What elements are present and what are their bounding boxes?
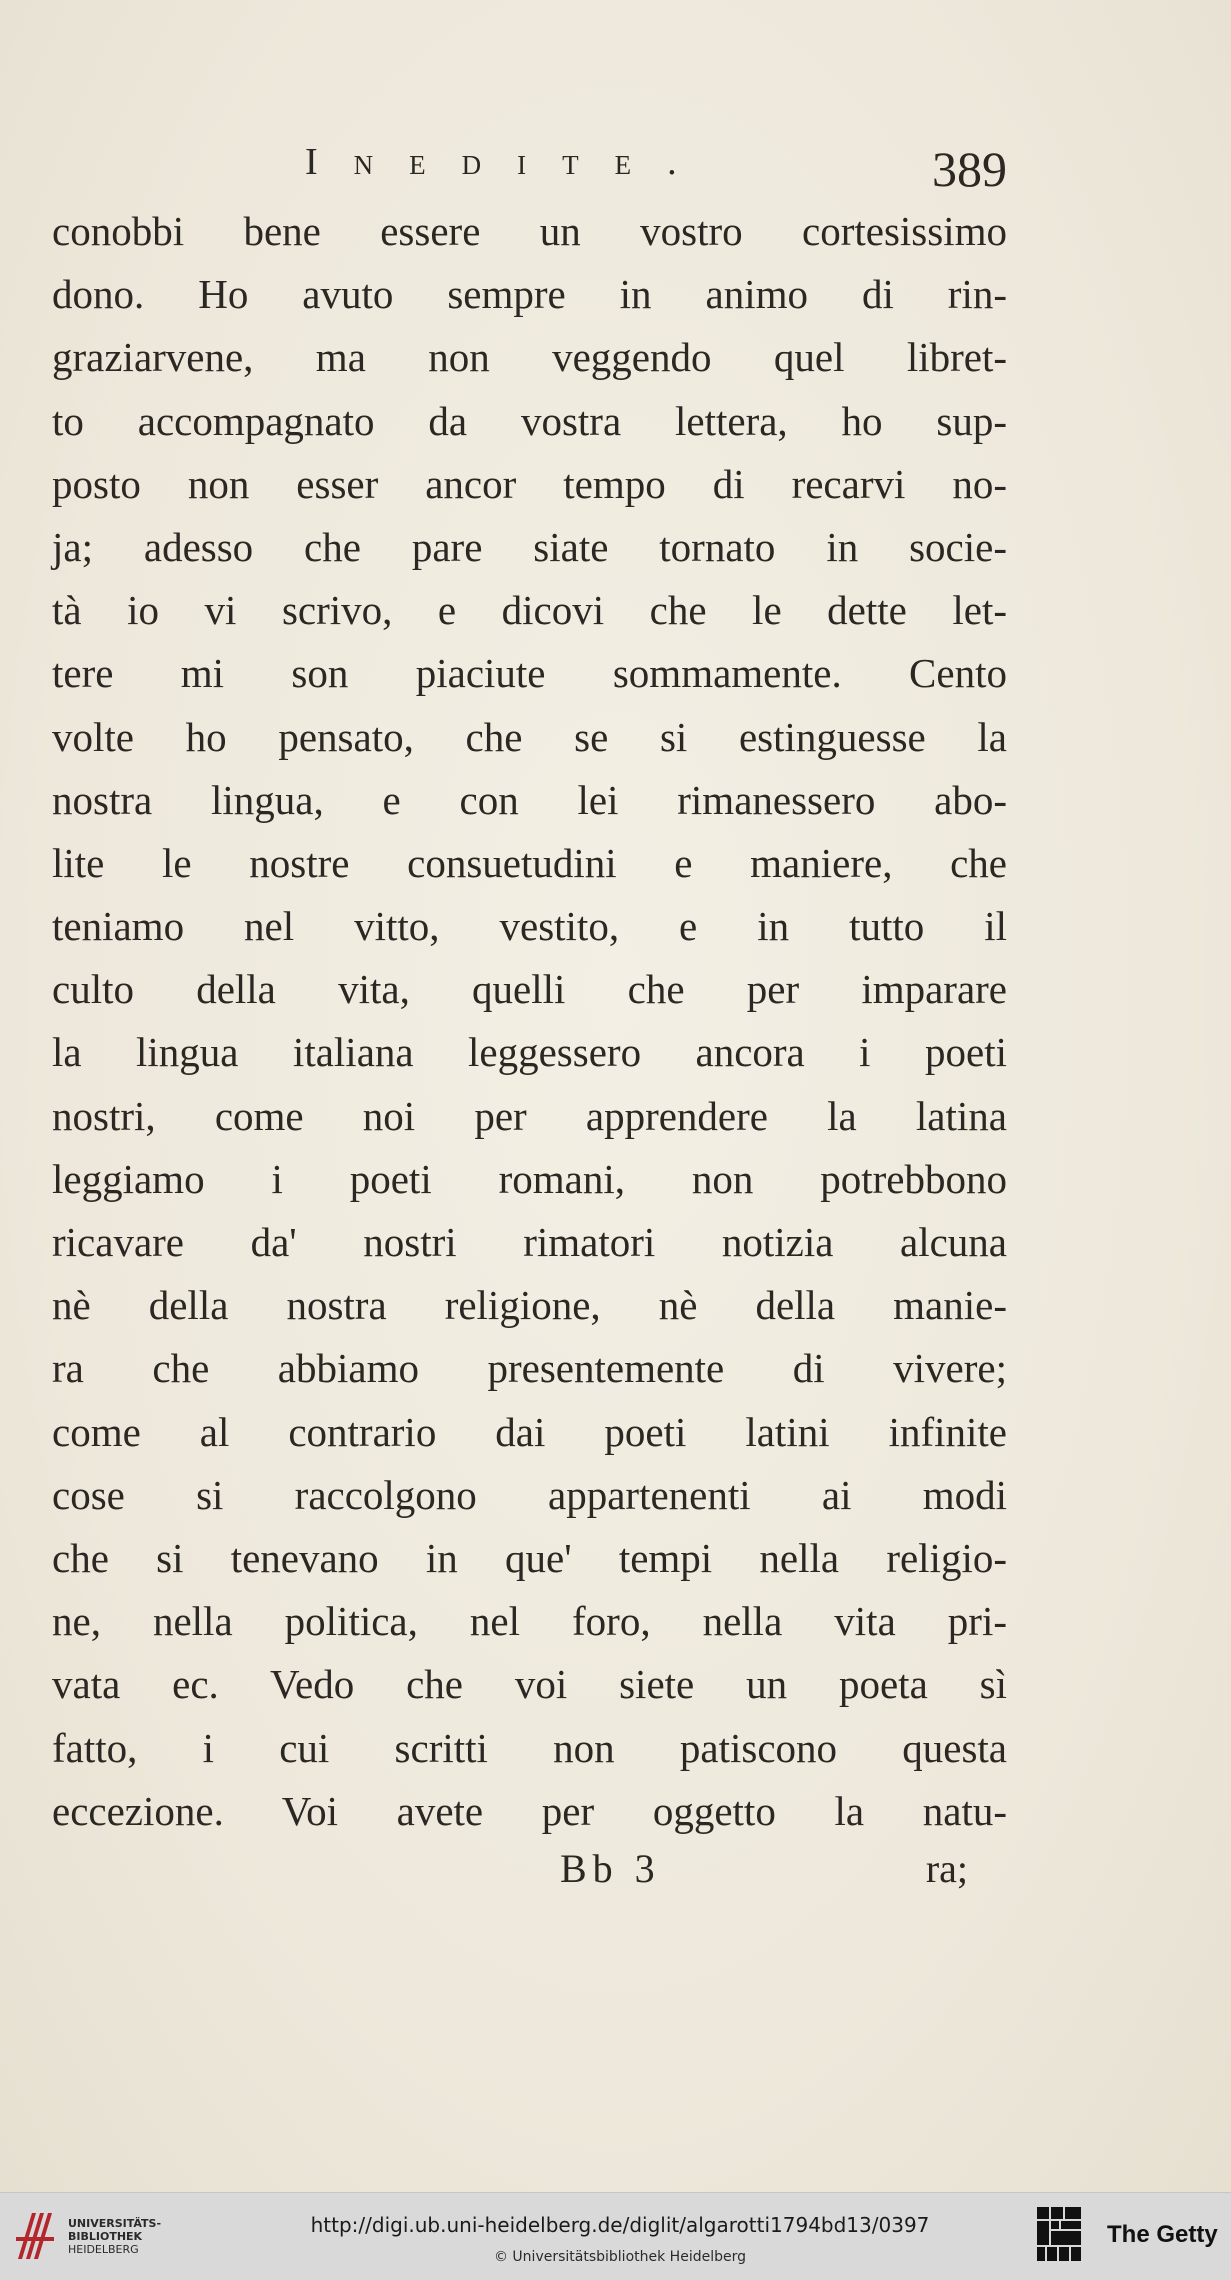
text-line: fatto, i cui scritti non patiscono questa [52, 1724, 1007, 1771]
text-line: che si tenevano in que' tempi nella religio- [52, 1534, 1007, 1581]
partner-name: The Getty [1107, 2221, 1218, 2248]
text-line: to accompagnato da vostra lettera, ho sup- [52, 397, 1007, 444]
permalink-url[interactable]: http://digi.ub.uni-heidelberg.de/diglit/algarotti1794bd13/0397 [310, 2213, 930, 2237]
text-line: ne, nella politica, nel foro, nella vita pri- [52, 1598, 1007, 1645]
text-line: teniamo nel vitto, vestito, e in tutto il [52, 903, 1007, 950]
text-line: ricavare da' nostri rimatori notizia alcuna [52, 1219, 1007, 1265]
text-line: dono. Ho avuto sempre in animo di rin- [52, 271, 1007, 318]
ub-heidelberg-logo-icon [12, 2207, 58, 2265]
library-logo-text [68, 2217, 161, 2256]
getty-logo[interactable] [1035, 2205, 1225, 2269]
text-line: tere mi son piaciute sommamente. Cento [52, 650, 1007, 697]
signature-mark: Bb 3 [560, 1846, 661, 1891]
text-line: ra che abbiamo presentemente di vivere; [52, 1345, 1007, 1392]
text-line: vata ec. Vedo che voi siete un poeta sì [52, 1661, 1007, 1708]
page-number: 389 [932, 141, 1007, 197]
text-line: posto non esser ancor tempo di recarvi no- [52, 460, 1007, 507]
library-logo-line: UNIVERSITÄTS- [68, 2217, 162, 2230]
library-logo-line: BIBLIOTHEK [68, 2230, 143, 2243]
text-line: come al contrario dai poeti latini infinite [52, 1408, 1007, 1455]
catchword: ra; [925, 1846, 968, 1891]
text-line: nè della nostra religione, nè della manie- [52, 1282, 1007, 1329]
text-line: eccezione. Voi avete per oggetto la natu- [52, 1787, 1007, 1834]
text-line: tà io vi scrivo, e dicovi che le dette let- [52, 587, 1007, 634]
running-title: Inedite. [305, 141, 713, 183]
text-line: la lingua italiana leggessero ancora i poeti [52, 1029, 1007, 1076]
getty-logo-icon [1035, 2205, 1085, 2263]
text-line: nostra lingua, e con lei rimanessero abo- [52, 776, 1007, 823]
viewer-footer [0, 2192, 1231, 2280]
text-line: graziarvene, ma non veggendo quel libret- [52, 334, 1007, 381]
text-line: lite le nostre consuetudini e maniere, che [52, 839, 1007, 886]
text-line: cose si raccolgono appartenenti ai modi [52, 1471, 1007, 1518]
body-text [52, 200, 1007, 1843]
library-logo[interactable] [12, 2203, 162, 2269]
library-logo-line: HEIDELBERG [68, 2243, 139, 2256]
running-head [305, 140, 1025, 200]
copyright-notice: © Universitätsbibliothek Heidelberg [493, 2249, 746, 2265]
text-line: conobbi bene essere un vostro cortesissimo [52, 208, 1007, 254]
text-line: leggiamo i poeti romani, non potrebbono [52, 1155, 1007, 1202]
text-line: culto della vita, quelli che per imparare [52, 966, 1007, 1013]
text-line: nostri, come noi per apprendere la latina [52, 1092, 1007, 1139]
signature-line [560, 1845, 980, 1905]
text-line: ja; adesso che pare siate tornato in socie- [52, 523, 1007, 570]
text-line: volte ho pensato, che se si estinguesse la [52, 713, 1007, 760]
